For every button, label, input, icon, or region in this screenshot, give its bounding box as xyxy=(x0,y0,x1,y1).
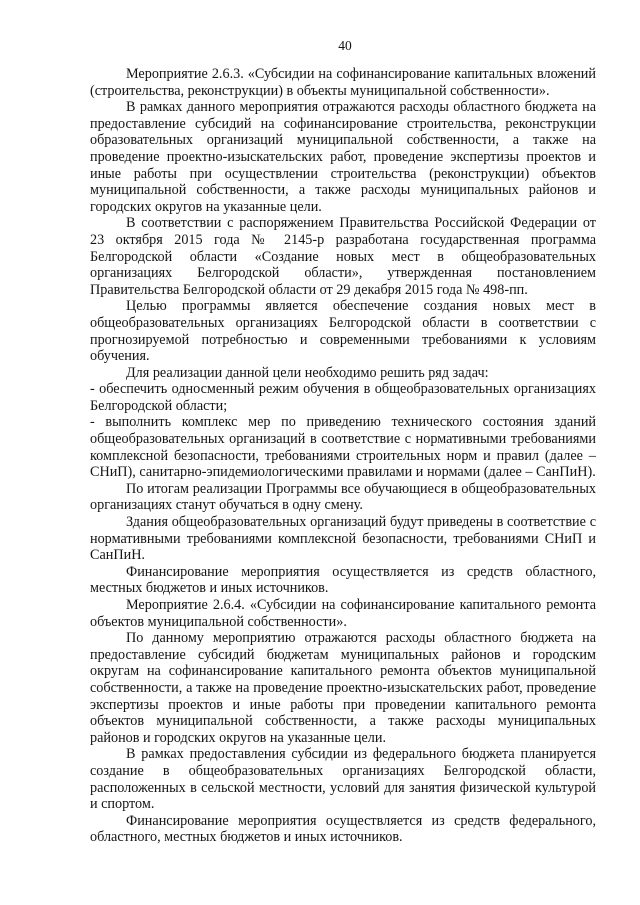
paragraph-program-goal: Целью программы является обеспечение создания новых мест в общеобразовательных организациях Белгородской области в соответствии с прогнозируемой потребностью и современными требованиями к условиям обучения. xyxy=(90,298,596,365)
paragraph-program-results: По итогам реализации Программы все обучающиеся в общеобразовательных организациях станут обучаться в одну смену. xyxy=(90,480,596,514)
paragraph-government-order: В соответствии с распоряжением Правительства Российской Федерации от 23 октября 2015 года № 2145-р разработана государственная программа Белгородской области «Создание новых мест в общеобразовательных организациях Белгородской области», утвержденная постановлением Правительства Белгородской области от 29 декабря 2015 года № 498-пп. xyxy=(90,215,596,298)
paragraph-buildings-compliance: Здания общеобразовательных организаций будут приведены в соответствие с нормативными требованиями комплексной безопасности, требованиями СНиП и СанПиН. xyxy=(90,514,596,564)
list-item-technical-condition: - выполнить комплекс мер по приведению технического состояния зданий общеобразовательных организаций в соответствие с нормативными требованиями комплексной безопасности, требованиями строительных норм и правил (далее – СНиП), санитарно-эпидемиологическими правилами и нормами (далее – СанПиН). xyxy=(90,414,596,481)
paragraph-measure-2-6-3-description: В рамках данного мероприятия отражаются расходы областного бюджета на предоставление субсидий на софинансирование строительства, реконструкции образовательных организаций муниципальной собственности, а также на проведение проектно-изыскательских работ, проведение экспертизы проектов и иные работы при осуществлении строительства (реконструкции) объектов муниципальной собственности, а также расходы муниципальных районов и городских округов на указанные цели. xyxy=(90,99,596,215)
paragraph-measure-2-6-3-title: Мероприятие 2.6.3. «Субсидии на софинансирование капитальных вложений (строительства, реконструкции) в объекты муниципальной собственности». xyxy=(90,66,596,99)
paragraph-financing-2-6-3: Финансирование мероприятия осуществляется из средств областного, местных бюджетов и иных источников. xyxy=(90,563,596,597)
page-number: 40 xyxy=(338,38,352,53)
paragraph-federal-subsidy: В рамках предоставления субсидии из федерального бюджета планируется создание в общеобразовательных организациях Белгородской области, расположенных в сельской местности, условий для занятия физической культурой и спортом. xyxy=(90,746,596,813)
list-item-single-shift: - обеспечить односменный режим обучения в общеобразовательных организациях Белгородской области; xyxy=(90,381,596,414)
paragraph-tasks-intro: Для реализации данной цели необходимо решить ряд задач: xyxy=(126,364,489,381)
paragraph-financing-2-6-4: Финансирование мероприятия осуществляется из средств федерального, областного, местных бюджетов и иных источников. xyxy=(90,812,596,846)
paragraph-measure-2-6-4-title: Мероприятие 2.6.4. «Субсидии на софинансирование капитального ремонта объектов муниципальной собственности». xyxy=(90,597,596,630)
paragraph-measure-2-6-4-description: По данному мероприятию отражаются расходы областного бюджета на предоставление субсидий бюджетам муниципальных районов и городским округам на софинансирование капитального ремонта объектов муниципальной собственности, а также на проведение проектно-изыскательских работ, проведение экспертизы проектов и иные работы при проведении капитального ремонта объектов муниципальной собственности, а также расходы муниципальных районов и городских округов на указанные цели. xyxy=(90,630,596,746)
